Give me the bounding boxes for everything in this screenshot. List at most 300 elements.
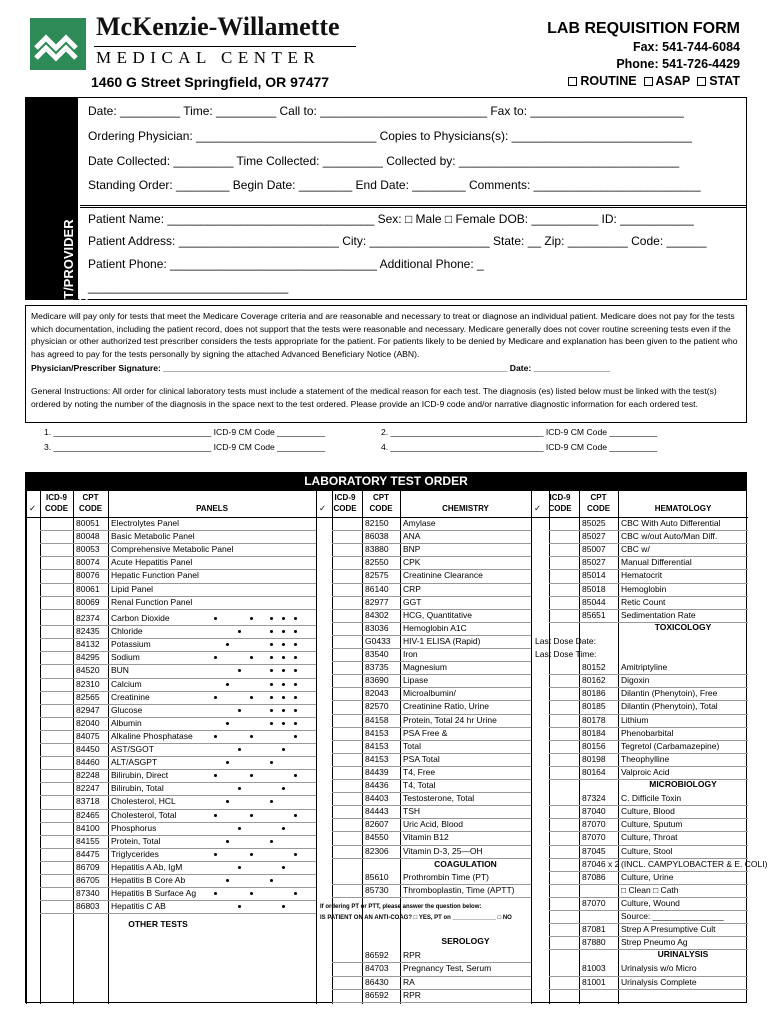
test-name[interactable]: Carbon Dioxide (111, 613, 170, 623)
microbiology-title: MICROBIOLOGY (649, 779, 717, 789)
panel-marker-dot (282, 696, 285, 699)
micro-name[interactable]: Culture, Urine (621, 871, 674, 882)
panel-marker-dot (294, 643, 297, 646)
test-name[interactable]: Glucose (111, 704, 143, 715)
coag-note: If ordering PT or PTT, please answer the question below: (320, 903, 482, 910)
chem-name[interactable]: GGT (403, 596, 422, 607)
diagnosis-2[interactable]: 2. ________________________________ ICD-9 CM Code __________ (381, 427, 658, 437)
panel-marker-dot (282, 669, 285, 672)
brand-subtitle: MEDICAL CENTER (96, 48, 321, 67)
chem-cpt: 84439 (365, 766, 389, 777)
panel-marker-dot (294, 669, 297, 672)
test-name[interactable]: Hepatitis C AB (111, 901, 166, 912)
panel-marker-dot (270, 761, 273, 764)
test-name[interactable]: Albumin (111, 717, 142, 728)
pp-row-patient-address[interactable]: Patient Address: ________________________ City: __________________ State: __ Zip: _________ Code: ______ (88, 234, 707, 248)
chem-name[interactable]: ANA (403, 531, 421, 542)
test-cpt: 84132 (76, 639, 100, 650)
test-cpt: 82465 (76, 809, 100, 820)
chem-name[interactable]: Total (403, 740, 421, 751)
coag-cpt: 85730 (365, 884, 389, 895)
test-cpt: 82565 (76, 691, 100, 702)
chem-name[interactable]: Magnesium (403, 662, 447, 673)
panel-marker-dot (270, 722, 273, 725)
panel-marker-dot (282, 709, 285, 712)
hema-cpt: 85044 (582, 596, 606, 607)
chem-cpt: 84403 (365, 793, 389, 804)
section-header: CHEMISTRY (442, 504, 489, 513)
chem-cpt: 84436 (365, 780, 389, 790)
panel-marker-dot (282, 827, 285, 830)
panel-marker-dot (238, 905, 241, 908)
chem-cpt: 82043 (365, 688, 389, 699)
chem-cpt: 84153 (365, 740, 389, 751)
cpt-divider (579, 491, 580, 1004)
tox-name[interactable]: Dilantin (Phenytoin), Total (621, 701, 718, 712)
tox-name[interactable]: Digoxin (621, 675, 650, 686)
row-rule (332, 674, 531, 675)
panel-marker-dot (214, 892, 217, 895)
panel-marker-dot (250, 696, 253, 699)
micro-name[interactable]: Strep Pneumo Ag (621, 937, 688, 948)
pp-row-extra-line[interactable]: ______________________________ (88, 280, 289, 294)
micro-name[interactable]: Culture, Sputum (621, 819, 683, 830)
icd-code-header: CODE (548, 504, 572, 513)
test-name[interactable]: Hepatitis B Core Ab (111, 875, 186, 885)
chem-name[interactable]: CRP (403, 583, 421, 594)
test-cpt: 84100 (76, 822, 100, 833)
uri-cpt: 81001 (582, 976, 606, 987)
lab-order-table (25, 490, 768, 1003)
panel-marker-dot (214, 656, 217, 659)
name-divider (618, 491, 619, 1004)
row-rule (332, 805, 531, 806)
panel-marker-dot (238, 630, 241, 633)
panel-marker-dot (270, 630, 273, 633)
tox-cpt: 80185 (582, 701, 606, 712)
test-cpt: 82248 (76, 770, 100, 781)
pp-row-patient-phone[interactable]: Patient Phone: _______________________________ Additional Phone: _ (88, 257, 484, 271)
col-divider (531, 491, 532, 1004)
test-cpt: 84460 (76, 757, 100, 768)
panel-marker-dot (270, 643, 273, 646)
sero-cpt: 86592 (365, 989, 389, 1000)
test-name[interactable]: Phosphorus (111, 822, 157, 833)
test-name[interactable]: Hepatitis A Ab, IgM (111, 861, 183, 872)
cpt-code-header: CODE (78, 504, 103, 513)
stat-checkbox[interactable] (697, 77, 706, 86)
panel-marker-dot (250, 853, 253, 856)
phone-number: Phone: 541-726-4429 (616, 57, 740, 71)
sero-name[interactable]: Pregnancy Test, Serum (403, 963, 492, 974)
chem-cpt: G0433 (365, 635, 391, 646)
panel-marker-dot (214, 696, 217, 699)
panel-marker-dot (238, 669, 241, 672)
routine-label: ROUTINE (580, 74, 637, 88)
test-cpt: 84520 (76, 665, 100, 676)
chem-cpt: 84153 (365, 753, 389, 764)
test-name[interactable]: Cholesterol, HCL (111, 796, 176, 807)
cpt-divider (362, 491, 363, 1004)
panel-marker-dot (282, 630, 285, 633)
chem-cpt: 84550 (365, 832, 389, 843)
panel-name[interactable]: Acute Hepatitis Panel (111, 557, 193, 568)
name-divider (400, 491, 401, 1004)
hema-name[interactable]: CBC With Auto Differential (621, 518, 721, 528)
test-name[interactable]: Chloride (111, 626, 143, 637)
form-title: LAB REQUISITION FORM (547, 20, 740, 37)
chem-name[interactable]: T4, Total (403, 780, 436, 790)
check-mark-icon: ✓ (319, 503, 327, 513)
last-dose-date[interactable]: Last Dose Date: (535, 635, 596, 646)
panel-marker-dot (238, 827, 241, 830)
chem-cpt: 82977 (365, 596, 389, 607)
fax-number: Fax: 541-744-6084 (632, 40, 740, 54)
chem-name[interactable]: Amylase (403, 518, 436, 528)
panel-name[interactable]: Lipid Panel (111, 583, 154, 594)
brand-divider (94, 46, 356, 47)
icd-header: ICD-9 (549, 493, 571, 502)
side-label-text: PATIENT/PROVIDER INFORMATION (61, 219, 91, 345)
hema-name[interactable]: CBC w/out Auto/Man Diff. (621, 531, 718, 542)
panel-marker-dot (294, 735, 297, 738)
icd-code-header: CODE (333, 504, 357, 513)
chem-name[interactable]: Uric Acid, Blood (403, 819, 463, 830)
micro-name[interactable]: Culture, Stool (621, 845, 673, 856)
panel-marker-dot (282, 787, 285, 790)
panel-cpt: 80053 (76, 544, 100, 555)
stat-label: STAT (709, 74, 740, 88)
priority-options (568, 74, 740, 88)
icd-divider (549, 491, 550, 1004)
chem-cpt: 82575 (365, 570, 389, 581)
last-dose-time[interactable]: Last Dose Time: (535, 649, 597, 659)
sero-name[interactable]: RA (403, 976, 415, 987)
asap-label: ASAP (655, 74, 691, 88)
diagnosis-3[interactable]: 3. _________________________________ ICD-9 CM Code __________ (44, 442, 325, 452)
general-instructions: General Instructions: All order for clinical laboratory tests must include a statement of the medical reason for each test. The diagnosis (es) listed below must be linked with the test(s) ordered by noting the number of the diagnosis in the space next to the test ordered. Please provide an ICD-9 code and/or narrative diagnostic information for each ordered test. (31, 386, 717, 409)
chem-name[interactable]: Testosterone, Total (403, 793, 475, 804)
lab-order-title: LABORATORY TEST ORDER (25, 472, 747, 490)
panel-marker-dot (214, 853, 217, 856)
address: 1460 G Street Springfield, OR 97477 (91, 74, 330, 90)
chem-cpt: 82150 (365, 518, 389, 528)
panel-marker-dot (226, 840, 229, 843)
chem-cpt: 83880 (365, 544, 389, 555)
panel-marker-dot (250, 656, 253, 659)
hema-cpt: 85007 (582, 544, 606, 555)
chem-cpt: 84153 (365, 727, 389, 738)
test-name[interactable]: Calcium (111, 678, 142, 689)
panel-marker-dot (294, 853, 297, 856)
chem-name[interactable]: Creatinine Ratio, Urine (403, 701, 489, 712)
diagnosis-4[interactable]: 4. ________________________________ ICD-9 CM Code __________ (381, 442, 658, 452)
panel-marker-dot (270, 709, 273, 712)
panel-marker-dot (226, 761, 229, 764)
chem-name[interactable]: CPK (403, 557, 421, 568)
medicare-text: Medicare will pay only for tests that meet the Medicare Coverage criteria and are reasonable and necessary to treat or diagnose an individual patient. Medicare does not pay for the tests which documentation, including the patient record, does not support that the tests were reasonable and necessary. Medicare generally does not cover routine screening tests even if the physician or other authorized test prescriber considers the tests appropriate for the patient. For patients likely to be denied by Medicare and explanation has been given to the patient who has agreed to pay for the tests personally by signing the attached Advanced Beneficiary Notice (ABN). (31, 311, 738, 359)
section-side-label (25, 97, 91, 345)
tox-name[interactable]: Dilantin (Phenytoin), Free (621, 688, 718, 699)
chem-name[interactable]: Microalbumin/ (403, 688, 456, 699)
sero-cpt: 86592 (365, 950, 389, 961)
icd-header: ICD-9 (334, 493, 356, 502)
col-divider (26, 491, 27, 1004)
panel-marker-dot (282, 866, 285, 869)
chem-cpt: 86140 (365, 583, 389, 594)
chem-cpt: 83690 (365, 675, 389, 686)
tox-name[interactable]: Lithium (621, 714, 649, 725)
test-cpt: 82247 (76, 783, 100, 794)
row-rule (549, 714, 748, 715)
panel-cpt: 80061 (76, 583, 100, 594)
tox-name[interactable]: Valproic Acid (621, 766, 670, 777)
pp-row-standing[interactable]: Standing Order: ________ Begin Date: ________ End Date: ________ Comments: _________________________ (88, 178, 701, 192)
hema-cpt: 85027 (582, 531, 606, 542)
panel-cpt: 80051 (76, 518, 100, 528)
coag-cpt: 85610 (365, 871, 389, 882)
coag-question[interactable]: IS PATIENT ON AN ANTI-COAG? □ YES, PT on _____________ □ NO (320, 915, 512, 921)
panel-name[interactable]: Hepatic Function Panel (111, 570, 199, 581)
icd-divider (40, 491, 41, 1004)
chem-cpt: 82570 (365, 701, 389, 712)
test-name[interactable]: Alkaline Phosphatase (111, 730, 193, 741)
panel-marker-dot (294, 656, 297, 659)
panel-marker-dot (282, 722, 285, 725)
panel-cpt: 80048 (76, 531, 100, 542)
chem-cpt: 84302 (365, 609, 389, 620)
toxicology-title: TOXICOLOGY (654, 621, 712, 632)
tox-cpt: 80198 (582, 753, 606, 764)
panel-marker-dot (270, 696, 273, 699)
panel-marker-dot (214, 774, 217, 777)
panel-name[interactable]: Basic Metabolic Panel (111, 531, 195, 542)
section-header: PANELS (196, 504, 228, 513)
tox-name[interactable]: Theophylline (621, 753, 670, 764)
test-name[interactable]: Cholesterol, Total (111, 809, 177, 820)
pp-row-patient-name[interactable]: Patient Name: _______________________________ Sex: □ Male □ Female DOB: __________ ID: ___________ (88, 212, 694, 226)
test-cpt: 84475 (76, 848, 100, 859)
test-name[interactable]: Protein, Total (111, 835, 161, 846)
row-rule (332, 989, 531, 990)
icd-code-header: CODE (44, 504, 69, 513)
panel-marker-dot (294, 696, 297, 699)
test-cpt: 84450 (76, 744, 100, 754)
panel-marker-dot (294, 774, 297, 777)
chem-name[interactable]: PSA Free & (403, 727, 448, 738)
row-rule (40, 913, 316, 914)
panel-marker-dot (250, 774, 253, 777)
test-cpt: 82310 (76, 678, 100, 689)
panel-marker-dot (250, 617, 253, 620)
micro-name[interactable]: Culture, Wound (621, 897, 680, 908)
panel-name[interactable]: Electrolytes Panel (111, 518, 180, 528)
panel-marker-dot (250, 814, 253, 817)
micro-name[interactable]: C. Difficile Toxin (621, 793, 682, 804)
test-cpt: 82947 (76, 704, 100, 715)
cpt-code-header: CODE (369, 504, 393, 513)
test-name[interactable]: Sodium (111, 652, 140, 663)
chem-name[interactable]: Creatinine Clearance (403, 570, 483, 581)
chem-name[interactable]: BNP (403, 544, 421, 555)
hema-name[interactable]: Hemoglobin (621, 583, 667, 594)
panel-name[interactable]: Comprehensive Metabolic Panel (111, 544, 234, 555)
hema-cpt: 85651 (582, 609, 606, 620)
row-rule (332, 583, 531, 584)
test-name[interactable]: Bilirubin, Total (111, 783, 164, 794)
panel-name[interactable]: Renal Function Panel (111, 596, 193, 607)
micro-cpt: 87070 (582, 832, 606, 843)
test-cpt: 82435 (76, 626, 100, 637)
panel-marker-dot (270, 656, 273, 659)
chem-name[interactable]: HCG, Quantitative (403, 609, 472, 620)
test-name[interactable]: AST/SGOT (111, 744, 154, 754)
hema-name[interactable]: Manual Differential (621, 557, 692, 568)
tox-cpt: 80178 (582, 714, 606, 725)
test-name[interactable]: Potassium (111, 639, 151, 650)
panel-marker-dot (294, 683, 297, 686)
test-cpt: 84295 (76, 652, 100, 663)
panel-marker-dot (226, 800, 229, 803)
hema-name[interactable]: Sedimentation Rate (621, 609, 696, 620)
row-rule (332, 897, 531, 898)
asap-checkbox[interactable] (644, 77, 653, 86)
panel-marker-dot (294, 617, 297, 620)
hema-name[interactable]: Hematocrit (621, 570, 663, 581)
micro-name[interactable]: Source: _______________ (621, 911, 724, 921)
micro-cpt: 87070 (582, 819, 606, 830)
brand-name: McKenzie-Willamette (96, 12, 340, 41)
sero-name[interactable]: RPR (403, 950, 421, 961)
hema-cpt: 85014 (582, 570, 606, 581)
micro-cpt: 87070 (582, 897, 606, 908)
panel-marker-dot (270, 879, 273, 882)
signature-line[interactable]: Physician/Prescriber Signature: ________________________________________________________________________ Date: ________________ (31, 363, 611, 373)
other-tests-label: OTHER TESTS (128, 919, 188, 929)
chem-name[interactable]: HIV-1 ELISA (Rapid) (403, 635, 481, 646)
icd-header: ICD-9 (46, 493, 67, 502)
pp-row-physician[interactable]: Ordering Physician: ___________________________ Copies to Physicians(s): ___________________________ (88, 129, 692, 143)
hema-cpt: 85018 (582, 583, 606, 594)
hema-cpt: 85025 (582, 518, 606, 528)
chem-name[interactable]: Iron (403, 649, 418, 659)
cpt-header: CPT (373, 493, 389, 502)
row-rule (332, 976, 531, 977)
pp-row-date[interactable]: Date: _________ Time: _________ Call to: _________________________ Fax to: _______________________ (88, 104, 684, 118)
cpt-header: CPT (82, 493, 99, 502)
micro-cpt: 87324 (582, 793, 606, 804)
chem-cpt: 86038 (365, 531, 389, 542)
micro-name[interactable]: (INCL. CAMPYLOBACTER & E. COLI) (621, 858, 768, 869)
chem-cpt: 84158 (365, 714, 389, 725)
test-name[interactable]: ALT/ASGPT (111, 757, 158, 768)
row-rule (332, 543, 531, 544)
sero-cpt: 86430 (365, 976, 389, 987)
chem-name[interactable]: PSA Total (403, 753, 440, 764)
tox-cpt: 80184 (582, 727, 606, 738)
tox-name[interactable]: Tegretol (Carbamazepine) (621, 740, 720, 751)
chem-cpt: 83735 (365, 662, 389, 673)
chem-name[interactable]: TSH (403, 806, 420, 817)
uri-name[interactable]: Urinalysis Complete (621, 976, 697, 987)
panel-marker-dot (226, 643, 229, 646)
panel-marker-dot (250, 735, 253, 738)
row-rule (332, 556, 531, 557)
panel-marker-dot (226, 722, 229, 725)
panel-cpt: 80069 (76, 596, 100, 607)
panel-cpt: 80074 (76, 557, 100, 568)
chem-name[interactable]: Hemoglobin A1C (403, 622, 467, 633)
sero-name[interactable]: RPR (403, 989, 421, 1000)
panel-marker-dot (238, 787, 241, 790)
chem-name[interactable]: Vitamin B12 (403, 832, 449, 843)
serology-title: SEROLOGY (441, 936, 490, 947)
diagnosis-1[interactable]: 1. _________________________________ ICD-9 CM Code __________ (44, 427, 325, 437)
chem-name[interactable]: Protein, Total 24 hr Urine (403, 714, 497, 725)
sero-cpt: 84703 (365, 963, 389, 974)
chem-name[interactable]: T4, Free (403, 766, 436, 777)
panel-marker-dot (238, 748, 241, 751)
row-rule (549, 989, 748, 990)
section-header: HEMATOLOGY (654, 504, 712, 513)
panel-marker-dot (282, 617, 285, 620)
micro-cpt: 87081 (582, 924, 606, 935)
micro-name[interactable]: Culture, Throat (621, 832, 678, 843)
test-name[interactable]: Hepatitis B Surface Ag (111, 888, 197, 899)
test-name[interactable]: Creatinine (111, 691, 150, 702)
chem-name[interactable]: Vitamin D-3, 25—OH (403, 845, 483, 856)
panel-cpt: 80076 (76, 570, 100, 581)
panel-marker-dot (270, 840, 273, 843)
micro-name[interactable]: Strep A Presumptive Cult (621, 924, 716, 935)
micro-name[interactable]: □ Clean □ Cath (621, 884, 679, 895)
hema-name[interactable]: CBC w/ (621, 544, 650, 555)
test-cpt: 83718 (76, 796, 100, 807)
chem-name[interactable]: Lipase (403, 675, 429, 686)
panel-marker-dot (238, 866, 241, 869)
chem-cpt: 82607 (365, 819, 389, 830)
tox-cpt: 80186 (582, 688, 606, 699)
test-cpt: 84155 (76, 835, 100, 846)
row-rule (40, 609, 316, 610)
row-rule (332, 1002, 531, 1003)
micro-name[interactable]: Culture, Blood (621, 806, 675, 817)
chem-cpt: 83036 (365, 622, 389, 633)
coag-name[interactable]: Prothrombin Time (PT) (403, 871, 489, 882)
pp-row-collected[interactable]: Date Collected: _________ Time Collected: _________ Collected by: _________________________________ (88, 154, 680, 168)
panel-marker-dot (294, 709, 297, 712)
test-name[interactable]: Bilirubin, Direct (111, 770, 169, 781)
row-rule (332, 648, 531, 649)
uri-name[interactable]: Urinalysis w/o Micro (621, 963, 697, 974)
uri-cpt: 81003 (582, 963, 606, 974)
cpt-divider (73, 491, 74, 1004)
tox-name[interactable]: Amitriptyline (621, 662, 668, 673)
micro-cpt: 87046 x 2 (582, 858, 620, 869)
row-rule (332, 596, 531, 597)
panel-marker-dot (294, 892, 297, 895)
hema-name[interactable]: Retic Count (621, 596, 666, 607)
tox-cpt: 80164 (582, 766, 606, 777)
routine-checkbox[interactable] (568, 77, 577, 86)
panel-marker-dot (214, 617, 217, 620)
tox-cpt: 80162 (582, 675, 606, 686)
test-name[interactable]: Triglycerides (111, 848, 159, 859)
coag-name[interactable]: Thromboplastin, Time (APTT) (403, 884, 515, 895)
test-name[interactable]: BUN (111, 665, 129, 676)
tox-name[interactable]: Phenobarbital (621, 727, 674, 738)
panel-marker-dot (214, 814, 217, 817)
